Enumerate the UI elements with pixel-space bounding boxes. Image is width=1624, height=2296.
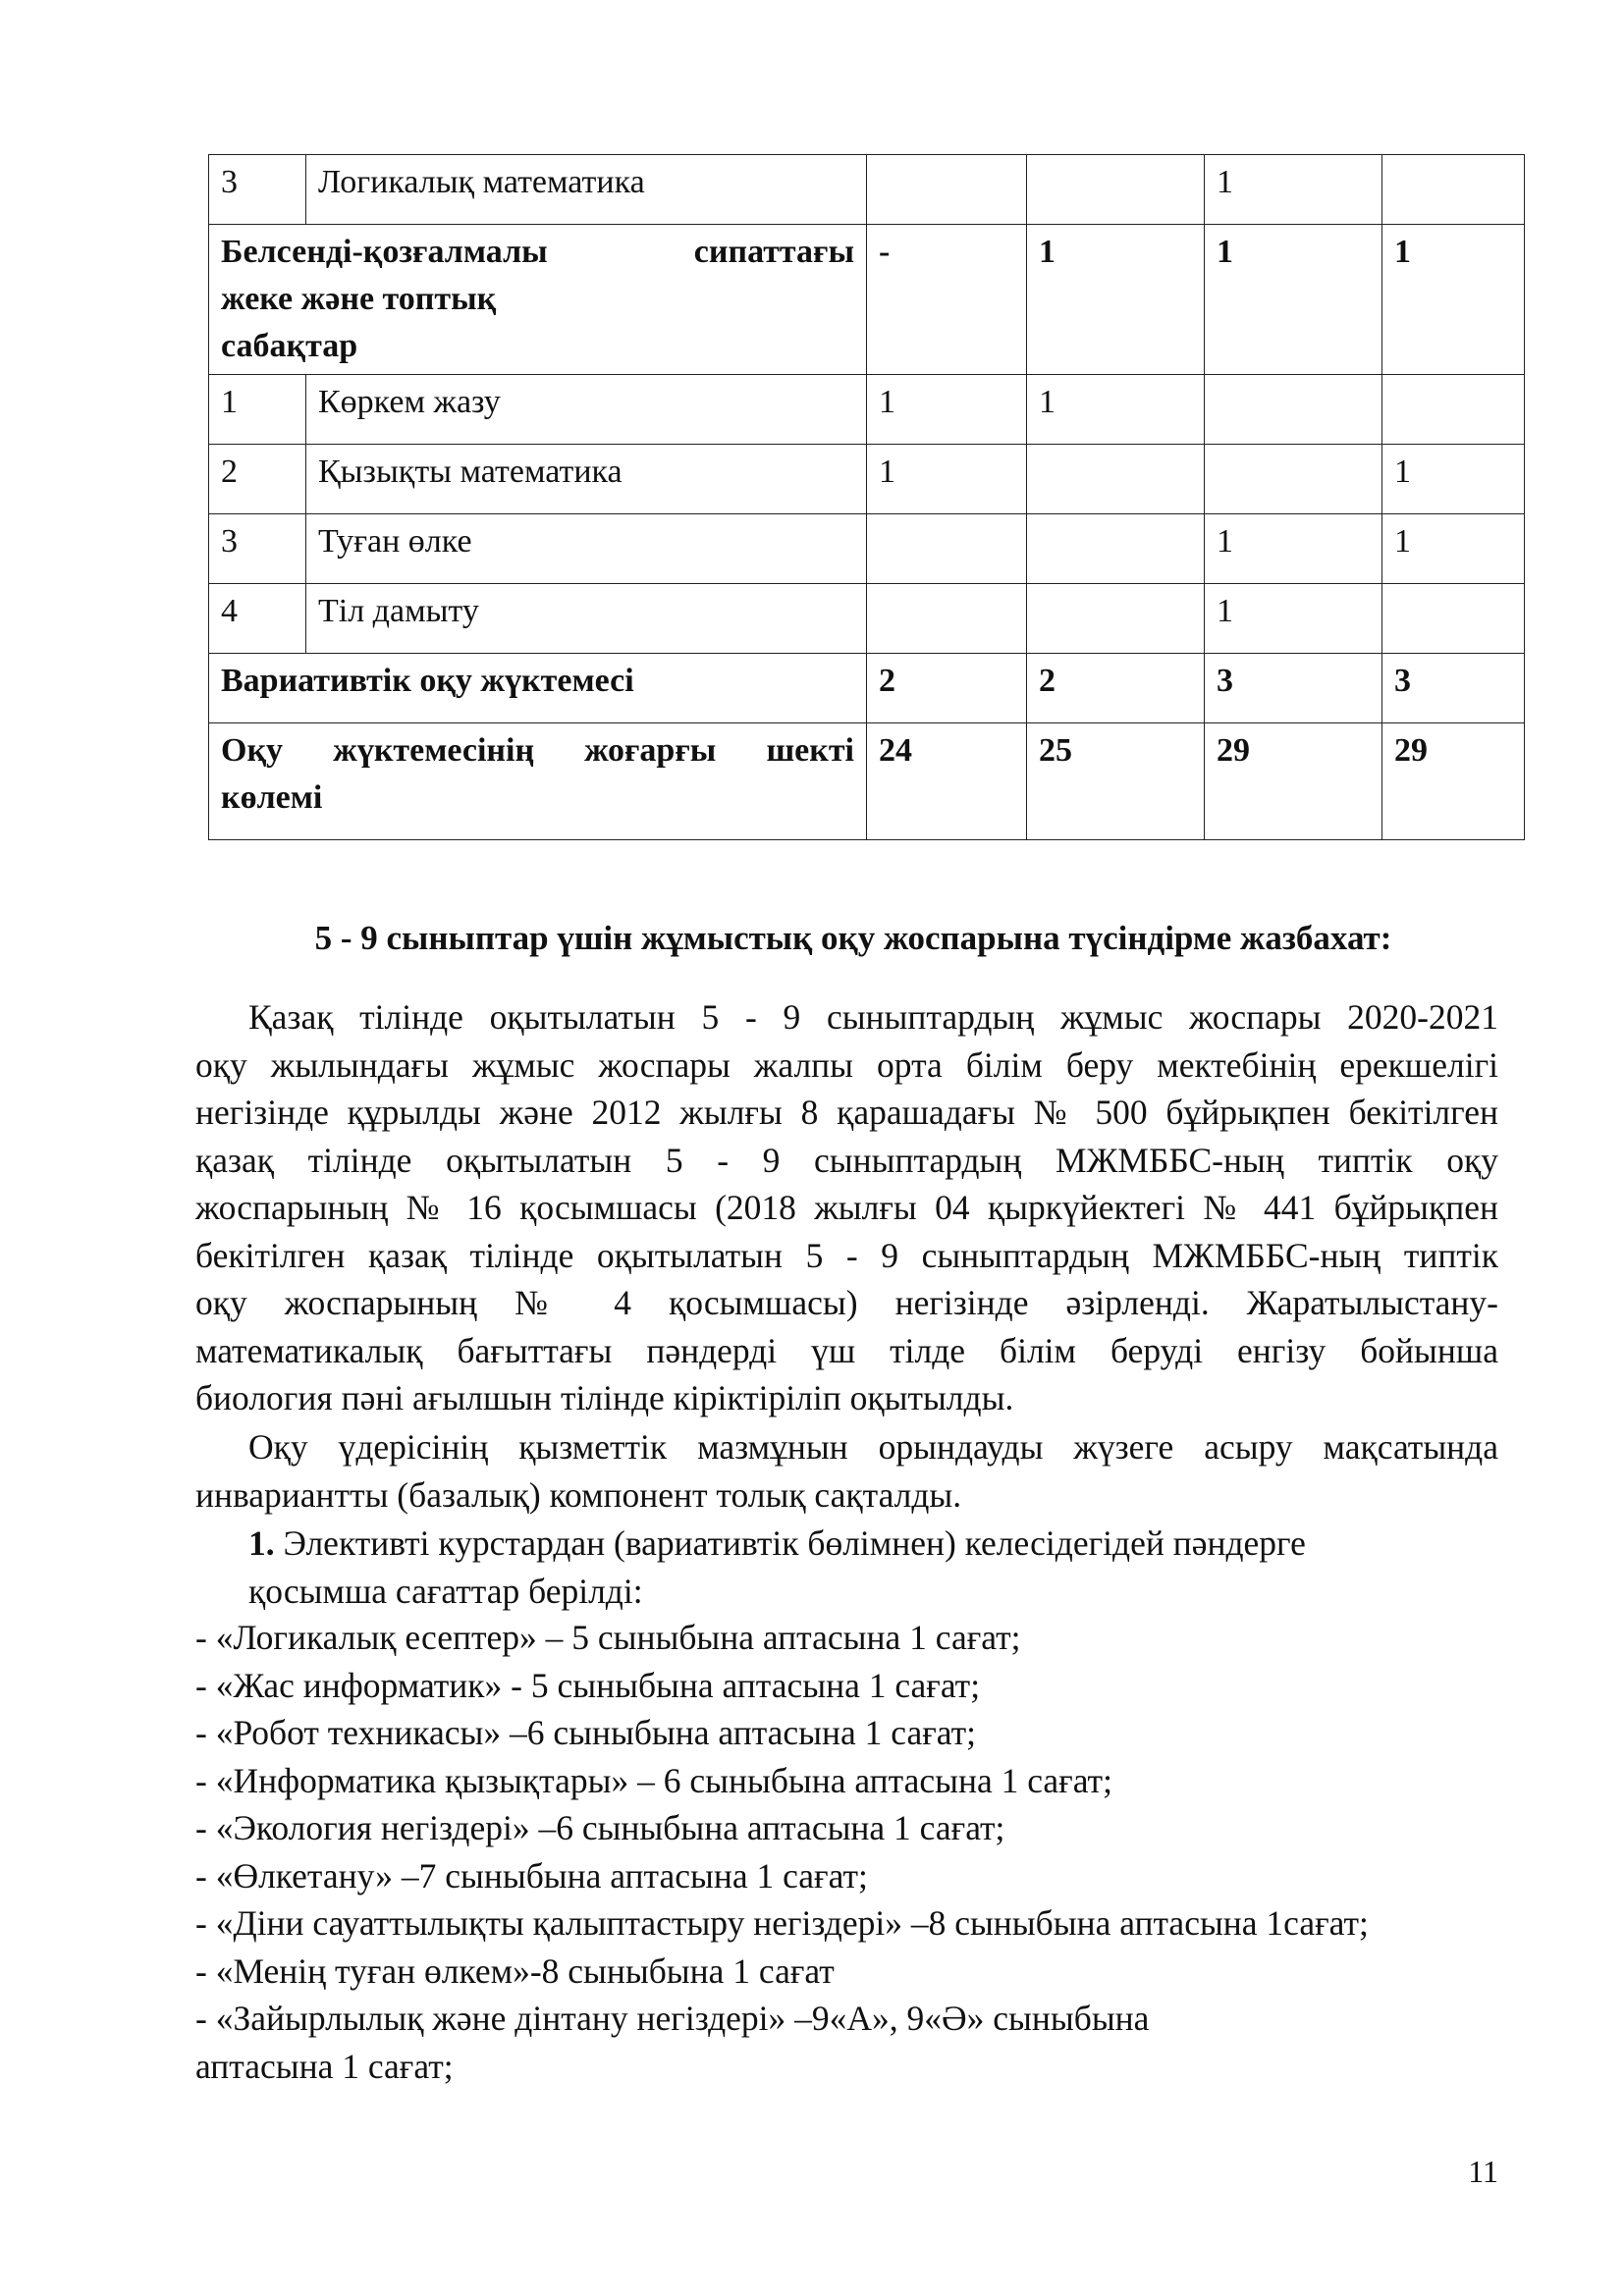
- hours-cell: 1: [1382, 514, 1525, 584]
- hours-cell: [1027, 514, 1205, 584]
- hours-cell: 29: [1205, 723, 1382, 840]
- hours-cell: 3: [1205, 654, 1382, 723]
- hours-cell: [1382, 584, 1525, 654]
- spacer: [221, 822, 854, 835]
- table-row: [209, 514, 1525, 584]
- subject-name: Көркем жазу: [306, 375, 867, 445]
- total-label: Вариативтік оқу жүктемесі: [209, 654, 867, 723]
- group-name-line: сабақтар: [221, 328, 358, 364]
- paragraph-line: жоспарының № 16 қосымшасы (2018 жылғы 04 қыркүйектегі № 441 бұйрықпен: [195, 1188, 1498, 1227]
- max-load-label-line: Оқу жүктемесінің жоғарғы шекті: [221, 732, 854, 769]
- paragraph-line: Оқу үдерісінің қызметтік мазмұнын орындауды жүзеге асыру мақсатында: [248, 1427, 1498, 1467]
- subject-name: Қызықты математика: [306, 445, 867, 514]
- paragraph-line: қазақ тілінде оқытылатын 5 - 9 сыныптардың МЖМББС-ның типтік оқу: [195, 1140, 1498, 1180]
- list-item: - «Менің туған өлкем»-8 сыныбына 1 сағат: [195, 1950, 835, 1991]
- elective-intro: [248, 1520, 1427, 1615]
- hours-cell: [1382, 375, 1525, 445]
- hours-cell: 2: [867, 654, 1027, 723]
- hours-cell: 1: [1382, 445, 1525, 514]
- row-number: 3: [209, 155, 306, 225]
- hours-cell: 1: [1205, 225, 1382, 375]
- row-number: 3: [209, 514, 306, 584]
- table-row-group-header: [209, 225, 1525, 375]
- table-row-variative-total: [209, 654, 1525, 723]
- hours-cell: 29: [1382, 723, 1525, 840]
- hours-cell: 1: [1027, 225, 1205, 375]
- paragraph-line: негізінде құрылды және 2012 жылғы 8 қарашадағы № 500 бұйрықпен бекітілген: [195, 1093, 1498, 1132]
- hours-cell: [1382, 155, 1525, 225]
- table-row-max-load: [209, 723, 1525, 840]
- hours-cell: 1: [1205, 584, 1382, 654]
- hours-cell: 1: [867, 375, 1027, 445]
- paragraph-line: [248, 1520, 1427, 1568]
- hours-cell: 24: [867, 723, 1027, 840]
- max-load-label: [209, 723, 867, 840]
- hours-cell: [867, 584, 1027, 654]
- group-name-line: Белсенді-қозғалмалы сипаттағы: [221, 234, 854, 270]
- hours-cell: 3: [1382, 654, 1525, 723]
- paragraph-line: инвариантты (базалық) компонент толық сақталды.: [195, 1474, 962, 1515]
- hours-cell: 1: [1205, 514, 1382, 584]
- list-item: - «Информатика қызықтары» – 6 сыныбына аптасына 1 сағат;: [195, 1760, 1112, 1800]
- paragraph-line: математикалық бағыттағы пәндерді үш тілде білім беруді енгізу бойынша: [195, 1330, 1498, 1370]
- row-number: 2: [209, 445, 306, 514]
- curriculum-table: [208, 154, 1525, 840]
- group-name: [209, 225, 867, 375]
- elective-course-list: [195, 1614, 1511, 2090]
- hours-cell: [1027, 155, 1205, 225]
- item-number: 1.: [248, 1523, 275, 1563]
- list-item: - «Робот техникасы» –6 сыныбына аптасына 1 сағат;: [195, 1713, 976, 1752]
- hours-cell: [1027, 445, 1205, 514]
- list-item: - «Жас информатик» - 5 сыныбына аптасына 1 сағат;: [195, 1665, 981, 1705]
- list-item: - «Экология негіздері» –6 сыныбына аптасына 1 сағат;: [195, 1808, 1005, 1847]
- components-paragraph: [195, 1423, 1498, 1519]
- hours-cell: [1027, 584, 1205, 654]
- intro-text: Элективті курстардан (вариативтік бөлімнен) келесідегідей пәндерге: [283, 1523, 1306, 1563]
- table-row: [209, 445, 1525, 514]
- list-item: - «Өлкетану» –7 сыныбына аптасына 1 сағат;: [195, 1855, 868, 1896]
- group-name-line: жеке және топтық: [221, 281, 497, 317]
- hours-cell: 25: [1027, 723, 1205, 840]
- table-row: [209, 155, 1525, 225]
- hours-cell: [1205, 375, 1382, 445]
- hours-cell: 1: [867, 445, 1027, 514]
- hours-cell: [1205, 445, 1382, 514]
- subject-name: Тіл дамыту: [306, 584, 867, 654]
- paragraph-line: оқу жылындағы жұмыс жоспары жалпы орта білім беру мектебінің ерекшелігі: [195, 1044, 1498, 1085]
- row-number: 1: [209, 375, 306, 445]
- list-item: - «Зайырлылық және дінтану негіздері» –9«А», 9«Ә» сыныбына: [195, 1999, 1150, 2038]
- paragraph-line: биология пәні ағылшын тілінде кіріктіріліп оқытылды.: [195, 1378, 1014, 1417]
- max-load-label-line: көлемі: [221, 779, 323, 816]
- paragraph-line: қосымша сағаттар берілді:: [248, 1571, 643, 1611]
- hours-cell: 1: [1382, 225, 1525, 375]
- table-row: [209, 375, 1525, 445]
- hours-cell: [867, 514, 1027, 584]
- hours-cell: 1: [1205, 155, 1382, 225]
- paragraph-line: бекітілген қазақ тілінде оқытылатын 5 - 9 сыныптардың МЖМББС-ның типтік: [195, 1235, 1498, 1275]
- list-item: аптасына 1 сағат;: [195, 2046, 454, 2086]
- list-item: - «Діни сауаттылықты қалыптастыру негіздері» –8 сыныбына аптасына 1сағат;: [195, 1903, 1369, 1943]
- page-number: 11: [1468, 2154, 1498, 2189]
- list-item: - «Логикалық есептер» – 5 сыныбына аптасына 1 сағат;: [195, 1618, 1021, 1657]
- explanatory-paragraph: [195, 993, 1498, 1422]
- subject-name: Туған өлке: [306, 514, 867, 584]
- paragraph-line: Қазақ тілінде оқытылатын 5 - 9 сыныптардың жұмыс жоспары 2020-2021: [248, 997, 1498, 1037]
- subject-name: Логикалық математика: [306, 155, 867, 225]
- row-number: 4: [209, 584, 306, 654]
- hours-cell: -: [867, 225, 1027, 375]
- hours-cell: 2: [1027, 654, 1205, 723]
- paragraph-line: оқу жоспарының № 4 қосымшасы) негізінде әзірленді. Жаратылыстану-: [195, 1283, 1498, 1322]
- hours-cell: 1: [1027, 375, 1205, 445]
- hours-cell: [867, 155, 1027, 225]
- section-heading: 5 - 9 сыныптар үшін жұмыстық оқу жоспарына түсіндірме жазбахат:: [314, 919, 1392, 957]
- table-row: [209, 584, 1525, 654]
